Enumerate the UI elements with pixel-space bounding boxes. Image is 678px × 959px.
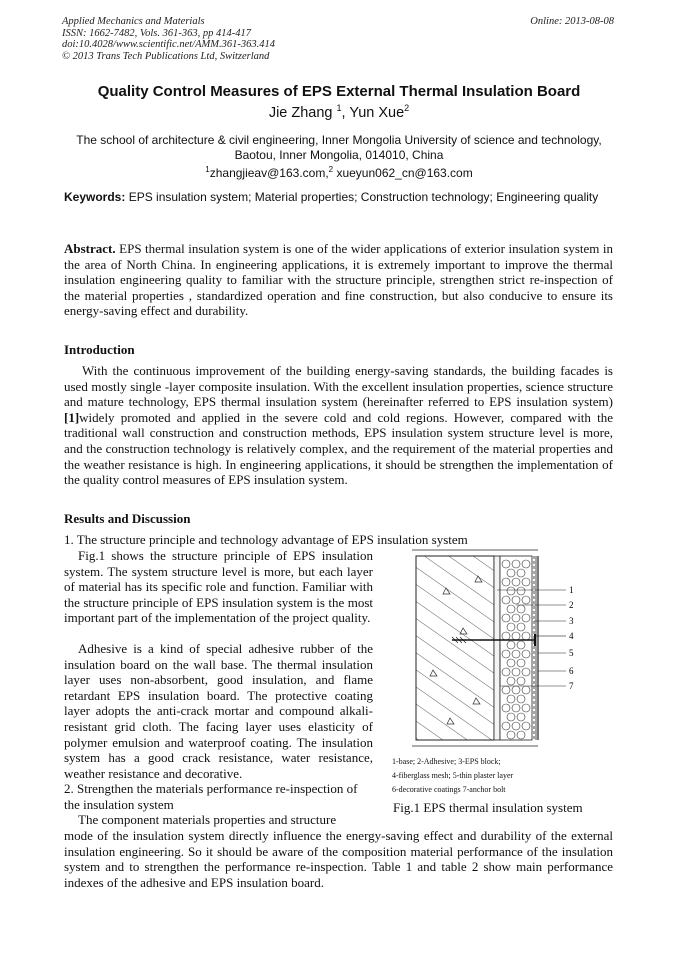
email-1: zhangjieav@163.com, bbox=[209, 166, 329, 180]
paper-title: Quality Control Measures of EPS External Thermal Insulation Board bbox=[97, 83, 581, 100]
legend-line-2: 4-fiberglass mesh; 5-thin plaster layer bbox=[392, 771, 514, 780]
layer-label-6: 6 bbox=[569, 666, 574, 676]
legend-line-1: 1-base; 2-Adhesive; 3-EPS block; bbox=[392, 757, 501, 766]
results-paragraph-3: mode of the insulation system directly influence the energy-saving effect and durability of the external insulation engineering. So it should be aware of the composition material performance of the insulation system and to strengthen the performance re-inspection. Table 1 and table 2 show main performance indexes of the adhesive and EPS insulation board. bbox=[64, 828, 613, 890]
journal-header bbox=[62, 16, 275, 62]
keywords-label: Keywords: bbox=[64, 190, 126, 204]
copyright: © 2013 Trans Tech Publications Ltd, Switzerland bbox=[62, 50, 270, 62]
figure-caption: Fig.1 EPS thermal insulation system bbox=[393, 800, 583, 815]
author-1: Jie Zhang bbox=[268, 104, 333, 121]
online-date: Online: 2013-08-08 bbox=[530, 16, 614, 27]
issn: ISSN: 1662-7482, Vols. 361-363, pp 414-417 bbox=[62, 27, 251, 39]
doi: doi:10.4028/www.scientific.net/AMM.361-363.414 bbox=[62, 39, 275, 50]
figure-1-diagram bbox=[388, 548, 588, 753]
section-item-1: 1. The structure principle and technology advantage of EPS insulation system bbox=[64, 532, 468, 547]
figure-legend bbox=[392, 755, 513, 797]
layer-label-1: 1 bbox=[569, 585, 574, 595]
emails bbox=[0, 165, 678, 180]
wall-base bbox=[416, 556, 494, 740]
journal-name: Applied Mechanics and Materials bbox=[62, 16, 205, 27]
results-paragraph-3-start: The component materials properties and structure bbox=[78, 812, 337, 827]
layer-labels bbox=[569, 585, 574, 691]
intro-text-b: widely promoted and applied in the severe cold and cold regions. However, compared with the traditional wall construction and construction methods, EPS insulation system structure level is more, and the construction technology is relatively complex, and the requirement of the material properties and the weather resistance is high. In engineering applications, it should be strengthen the implementation of the quality control measures of EPS insulation system. bbox=[64, 409, 613, 488]
author-2: Yun Xue bbox=[349, 104, 405, 121]
keywords bbox=[64, 189, 613, 205]
abstract bbox=[64, 241, 613, 319]
layer-label-3: 3 bbox=[569, 616, 574, 626]
affiliation bbox=[40, 133, 638, 163]
intro-text-a: With the continuous improvement of the building energy-saving standards, the building facades is used mostly single -layer composite insulation. With the excellent insulation properties, science structure and mature technology, EPS thermal insulation system (hereinafter referred to EPS insulation system) bbox=[64, 363, 613, 410]
results-heading: Results and Discussion bbox=[64, 511, 191, 526]
layer-label-4: 4 bbox=[569, 631, 574, 641]
email-1-sup: 1 bbox=[205, 165, 210, 174]
email-2-sup: 2 bbox=[328, 165, 334, 174]
adhesive-layer bbox=[494, 556, 500, 740]
authors bbox=[0, 103, 678, 121]
mesh-plaster-coating-layers bbox=[534, 556, 538, 740]
legend-line-3: 6-decorative coatings 7-anchor bolt bbox=[392, 785, 506, 794]
layer-label-2: 2 bbox=[569, 600, 574, 610]
results-paragraph-2: Adhesive is a kind of special adhesive rubber of the insulation board on the wall base. The thermal insulation layer uses non-absorbent, good insulation, and flame retardant EPS insulation board. The protective coating layer adopts the anti-crack mortar and compound alkali-resistant grid cloth. The facing layer uses elasticity of polymer emulsion and waterproof coating. The insulation system has a good crack resistance, water resistance, weather resistance and decorative. bbox=[64, 641, 373, 781]
keywords-text: EPS insulation system; Material properties; Construction technology; Engineering quality bbox=[125, 190, 599, 204]
author-2-sup: 2 bbox=[404, 103, 410, 113]
affiliation-line-1: The school of architecture & civil engineering, Inner Mongolia University of science and technology, bbox=[76, 133, 602, 147]
abstract-text: EPS thermal insulation system is one of the wider applications of exterior insulation system in the area of North China. In engineering applications, it is extremely important to improve the thermal insulation engineering quality to familiar with the structure principle, strengthen strict re-inspection of the material properties , standardized operation and fine construction, but also conducive to ensure its energy-saving effect and durability. bbox=[64, 241, 613, 319]
layer-label-5: 5 bbox=[569, 648, 574, 658]
author-1-sup: 1 bbox=[336, 103, 342, 113]
layer-label-7: 7 bbox=[569, 681, 574, 691]
email-2: xueyun062_cn@163.com bbox=[333, 166, 473, 180]
affiliation-line-2: Baotou, Inner Mongolia, 014010, China bbox=[234, 148, 444, 162]
citation-ref: [1] bbox=[64, 409, 80, 425]
author-sep: , bbox=[341, 104, 350, 121]
introduction-paragraph bbox=[64, 363, 613, 488]
abstract-label: Abstract. bbox=[64, 241, 116, 256]
section-item-2: 2. Strengthen the materials performance re-inspection of the insulation system bbox=[64, 781, 358, 812]
results-paragraph-1: Fig.1 shows the structure principle of EPS insulation system. The system structure level is more, but each layer of material has its specific role and function. Familiar with the structure principle of EPS insulation system is the most important part of the implementation of the project quality. bbox=[64, 548, 373, 626]
eps-block-layer bbox=[500, 556, 532, 740]
introduction-heading: Introduction bbox=[64, 342, 135, 357]
